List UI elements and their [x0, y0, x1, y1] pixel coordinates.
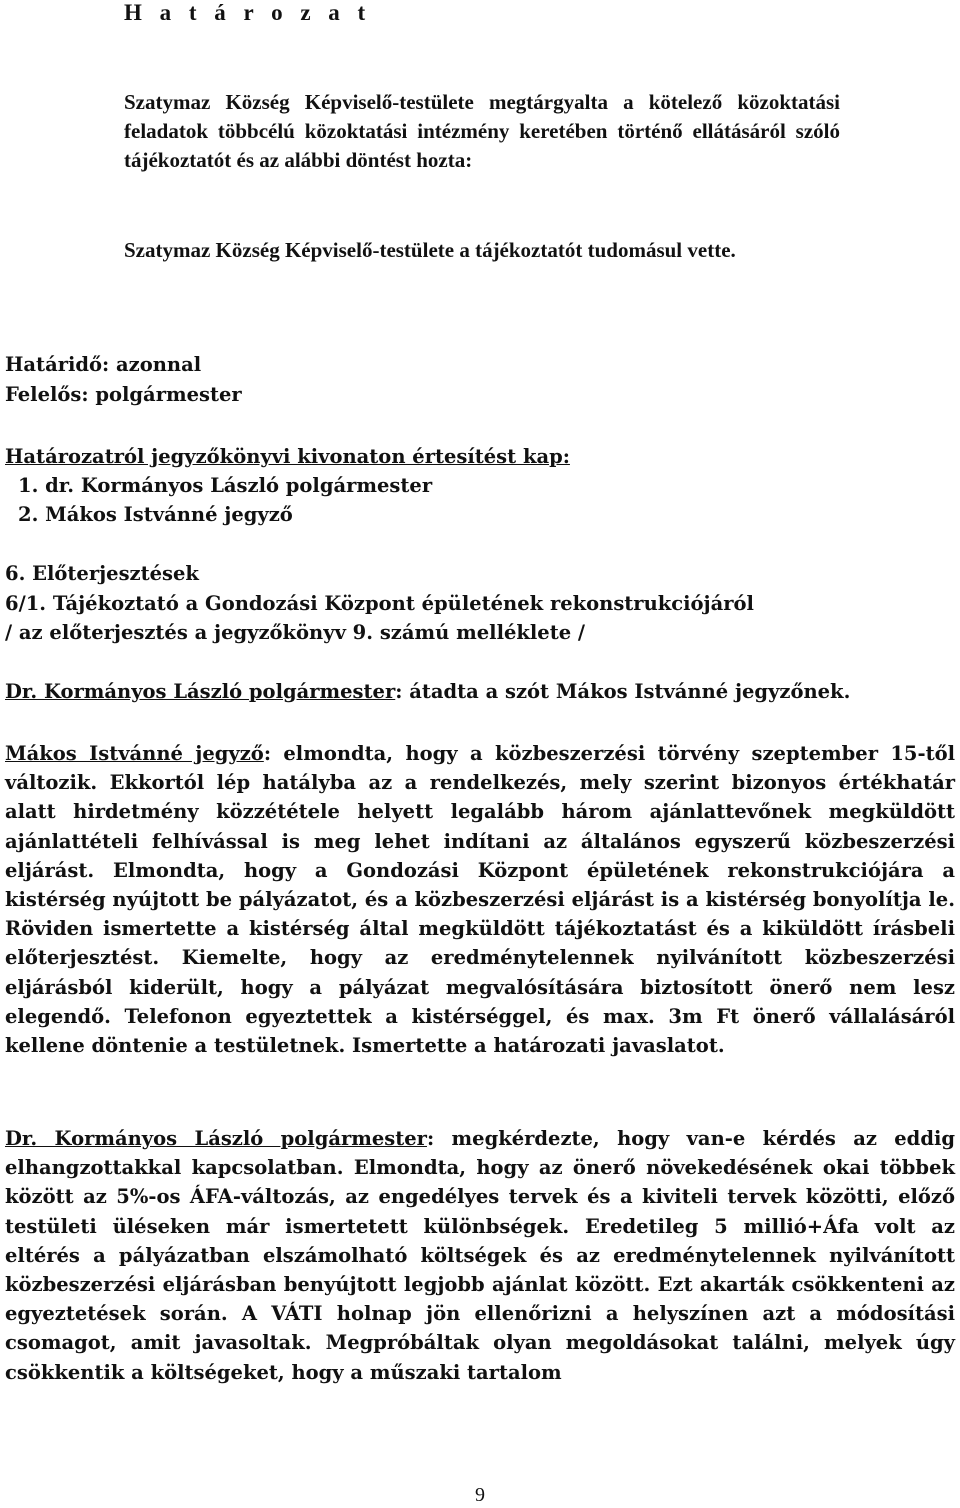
resolution-outcome: Szatymaz Község Képviselő-testülete a tájékoztatót tudomásul vette. [124, 238, 736, 262]
section-title: 6. Előterjesztések [5, 562, 199, 585]
speaker-name: Dr. Kormányos László polgármester [5, 680, 396, 703]
resolution-paragraph: Szatymaz Község Képviselő-testülete megtárgyalta a kötelező közoktatási feladatok többcélú közoktatási intézmény keretében történő ellátásáról szóló tájékoztatót és az alábbi döntést hozta: [124, 90, 840, 172]
agenda-item-subtitle: / az előterjesztés a jegyzőkönyv 9. számú melléklete / [5, 621, 586, 644]
page-number: 9 [475, 1484, 485, 1506]
speaker-name: Dr. Kormányos László polgármester [5, 1127, 427, 1150]
speaker-text: : megkérdezte, hogy van-e kérdés az eddig elhangzottakkal kapcsolatban. Elmondta, hogy az önerő növekedésének okai többek között az 5%-os ÁFA-változás, az engedélyes tervek és a kiviteli tervek közötti, előző testületi üléseken már ismertetett különbségek. Eredetileg 5 millió+Áfa volt az eltérés a pályázatban elszámolható költségek és az eredménytelennek nyilvánított közbeszerzési eljárásban benyújtott legjobb ajánlat között. Ezt akarták csökkenteni az egyeztetések során. A VÁTI holnap jön ellenőrizni a helyszínen azt a módosítási csomagot, amit javasoltak. Megpróbáltak olyan megoldásokat találni, melyek úgy csökkentik a költségeket, hogy a műszaki tartalom [5, 1127, 955, 1384]
speaker-statement-1 [5, 680, 850, 703]
agenda-item-title: 6/1. Tájékoztató a Gondozási Központ épületének rekonstrukciójáról [5, 592, 754, 615]
responsible-line: Felelős: polgármester [5, 383, 242, 406]
document-title: H a t á r o z a t [124, 0, 372, 25]
speaker-text: : átadta a szót Mákos Istvánné jegyzőnek. [395, 680, 851, 703]
notify-item-1: 1. dr. Kormányos László polgármester [18, 474, 433, 497]
notify-item-2: 2. Mákos Istvánné jegyző [18, 503, 293, 526]
speaker-statement-3 [5, 1124, 955, 1387]
speaker-statement-2 [5, 739, 955, 1060]
deadline-line: Határidő: azonnal [5, 353, 202, 376]
speaker-name: Mákos Istvánné jegyző [5, 742, 264, 765]
speaker-text: : elmondta, hogy a közbeszerzési törvény szeptember 15-től változik. Ekkortól lép hatályba az a rendelkezés, mely szerint bizonyos értékhatár alatt hirdetmény közzététele helyett legalább három ajánlattevőnek megküldött ajánlattételi felhívással is meg lehet indítani az általános egyszerű közbeszerzési eljárást. Elmondta, hogy a Gondozási Központ épületének rekonstrukciójára a kistérség nyújtott be pályázatot, és a közbeszerzési eljárást is a kistérség bonyolítja le. Röviden ismertette a kistérség által megküldött tájékoztatást és a kiküldött írásbeli előterjesztést. Kiemelte, hogy az eredménytelennek nyilvánított közbeszerzési eljárásból kiderült, hogy a pályázat megvalósítására biztosított önerő nem lesz elegendő. Telefonon egyeztettek a kistérséggel, és max. 3m Ft önerő vállalásáról kellene döntenie a testületnek. Ismertette a határozati javaslatot. [5, 742, 955, 1058]
notify-heading: Határozatról jegyzőkönyvi kivonaton értesítést kap: [5, 445, 570, 468]
